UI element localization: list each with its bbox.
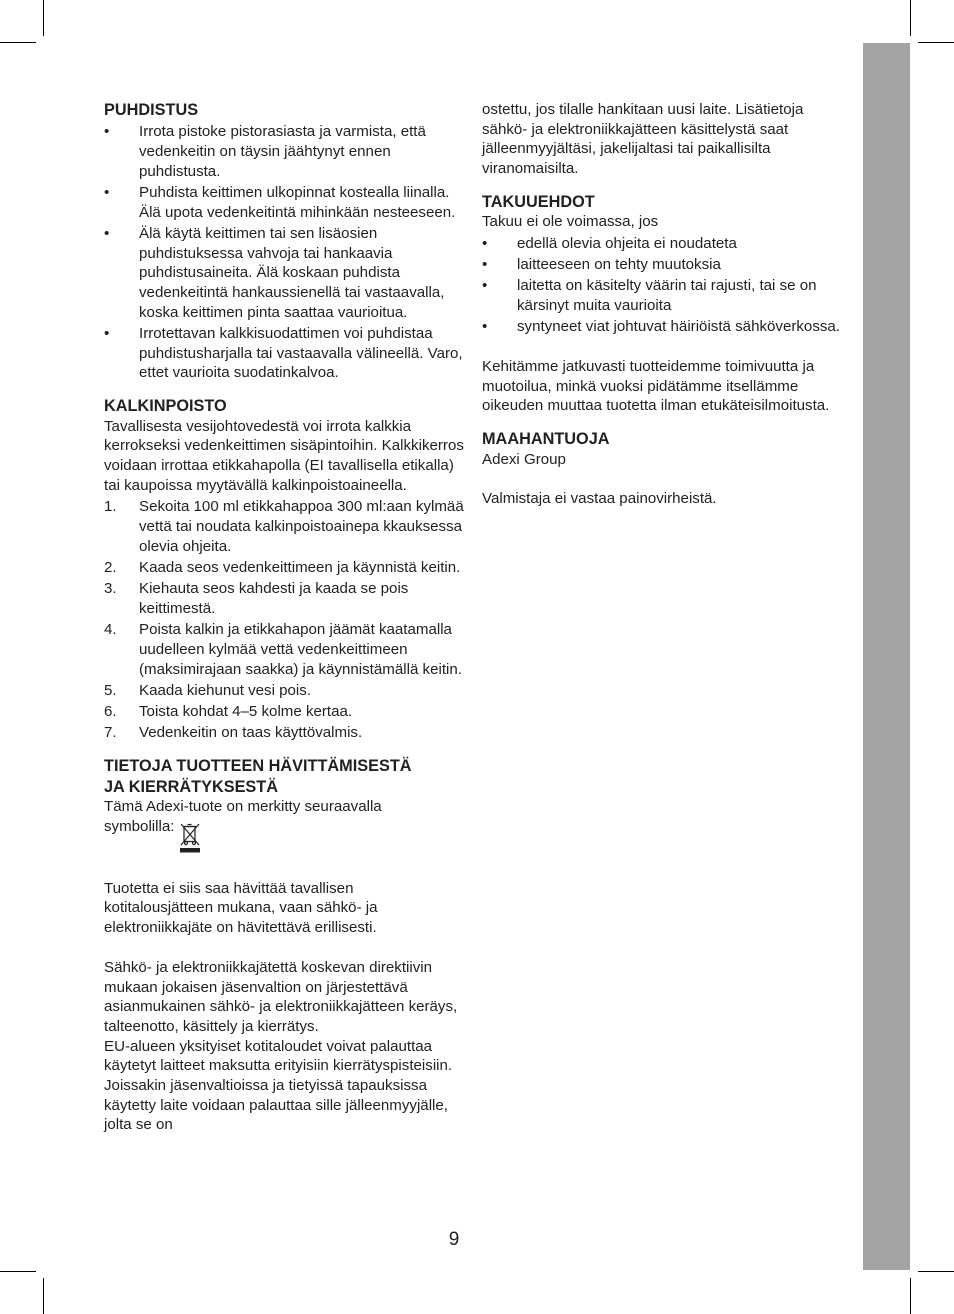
warranty-list [482, 234, 842, 337]
heading-line: JA KIERRÄTYKSESTÄ [104, 777, 278, 796]
disclaimer: Valmistaja ei vastaa painovirheistä. [482, 490, 717, 508]
list-item-text: Kaada kiehunut vesi pois. [139, 681, 312, 699]
section-heading: MAAHANTUOJA [482, 430, 610, 449]
list-item [104, 122, 466, 181]
list-item-text: Kiehauta seos kahdesti ja kaada se pois keittimestä. [139, 580, 409, 617]
paragraph: EU-alueen yksityiset kotitaloudet voivat palauttaa käytetyt laitteet maksutta erityisiin kierrätyspisteisiin. Joissakin jäsenvaltioissa ja tietyissä tapauksissa käytetty laite voidaan palauttaa sille jälleenmyyjälle, jolta se on [104, 1037, 453, 1134]
list-item-text: Irrotettavan kalkkisuodattimen voi puhdistaa puhdistusharjalla tai vastaavalla välineellä. Varo, ettet vaurioita suodatinkalvoa. [139, 325, 463, 382]
list-item [104, 681, 466, 701]
list-item-text: syntyneet viat johtuvat häiriöistä sähköverkossa. [517, 318, 841, 336]
crop-mark [43, 1278, 44, 1314]
bullet: • [482, 318, 488, 336]
list-item-text: Puhdista keittimen ulkopinnat kostealla liinalla. Älä upota vedenkeitintä mihinkään nesteeseen. [139, 183, 456, 221]
spacer [104, 938, 466, 958]
paragraph: ostettu, jos tilalle hankitaan uusi laite. Lisätietoja sähkö- ja elektroniikkajätteen käsittelystä saat jälleenmyyjältäsi, jakelijaltasi tai paikallisilta viranomaisilta. [482, 101, 804, 178]
side-tab [863, 43, 910, 1270]
step-number: 7. [104, 724, 117, 742]
cleaning-list [104, 122, 466, 383]
crop-mark [0, 1271, 36, 1272]
right-column [482, 100, 842, 509]
descaling-steps [104, 497, 466, 743]
list-item [482, 276, 842, 315]
intro-line: Tämä Adexi-tuote on merkitty seuraavalla [104, 798, 382, 816]
list-item-text: Sekoita 100 ml etikkahappoa 300 ml:aan kylmää vettä tai noudata kalkinpoistoainepa kkauksessa olevia ohjeita. [139, 498, 464, 555]
bullet: • [482, 234, 488, 252]
importer-name: Adexi Group [482, 450, 566, 468]
crop-mark [918, 42, 954, 43]
step-number: 1. [104, 498, 117, 516]
section-maahantuoja [482, 429, 842, 509]
list-item-text: laitetta on käsitelty väärin tai rajusti, tai se on kärsinyt muita vaurioita [517, 277, 817, 314]
spacer [482, 469, 842, 489]
list-item-text: edellä olevia ohjeita ei noudateta [517, 234, 737, 252]
section-heading: KALKINPOISTO [104, 397, 227, 416]
bullet: • [482, 256, 488, 273]
list-item [104, 702, 466, 722]
list-item [482, 317, 842, 337]
step-number: 6. [104, 703, 117, 721]
list-item-text: Kaada seos vedenkeittimeen ja käynnistä keitin. [139, 558, 461, 576]
crop-mark [43, 0, 44, 36]
list-item [104, 183, 466, 222]
list-item [104, 579, 466, 618]
bullet: • [482, 277, 488, 295]
crop-mark [918, 1271, 954, 1272]
intro-line: symbolilla: [104, 818, 175, 835]
list-item [104, 224, 466, 323]
paragraph: Tuotetta ei siis saa hävittää tavallisen kotitalousjätteen mukana, vaan sähkö- ja elektroniikkajäte on hävitettävä erillisesti. [104, 879, 378, 937]
list-item-text: laitteeseen on tehty muutoksia [517, 256, 721, 273]
step-number: 2. [104, 558, 117, 576]
paragraph: Kehitämme jatkuvasti tuotteidemme toimivuutta ja muotoilua, minkä vuoksi pidätämme itsellämme oikeuden muuttaa tuotetta ilman etukäteisilmoitusta. [482, 358, 830, 415]
step-number: 5. [104, 681, 117, 699]
step-number: 4. [104, 621, 117, 639]
page-number: 9 [448, 1229, 460, 1250]
bullet: • [104, 183, 110, 201]
list-item-text: Toista kohdat 4–5 kolme kertaa. [139, 703, 353, 721]
list-item [104, 324, 466, 383]
paragraph: Takuu ei ole voimassa, jos [482, 213, 659, 231]
list-item [482, 255, 842, 275]
bullet: • [104, 224, 110, 242]
section-heading: TAKUUEHDOT [482, 192, 595, 211]
spacer [104, 859, 466, 879]
list-item [104, 558, 466, 578]
list-item [482, 234, 842, 254]
section-tietoja [104, 756, 466, 1135]
left-column [104, 100, 466, 1135]
crop-mark [910, 0, 911, 36]
paragraph: Tavallisesta vesijohtovedestä voi irrota kalkkia kerrokseksi vedenkeittimen sisäpintoihin. Kalkkikerros voidaan irrottaa etikkahapolla (EI tavallisella etikalla) tai kaupoissa myytävällä kalkinpoistoaineella. [104, 417, 464, 494]
list-item-text: Poista kalkin ja etikkahapon jäämät kaatamalla uudelleen kylmää vettä vedenkeittimeen (maksimirajaan saakka) ja käynnistämällä keitin. [139, 621, 462, 678]
crop-mark [0, 42, 36, 43]
list-item [104, 497, 466, 556]
list-item-text: Älä käytä keittimen tai sen lisäosien puhdistuksessa vahvoja tai hankaavia puhdistusaineita. Älä koskaan puhdista vedenkeitintä hankaussienellä tai vastaavalla, koska keittimen pinta saattaa vaurioitua. [139, 224, 445, 321]
crop-mark [910, 1278, 911, 1314]
list-item [104, 723, 466, 743]
section-puhdistus [104, 100, 466, 383]
section-heading [104, 756, 466, 797]
crossed-out-wheeled-bin-icon [179, 823, 201, 859]
bullet: • [104, 325, 110, 342]
paragraph: Sähkö- ja elektroniikkajätettä koskevan direktiivin mukaan jokaisen jäsenvaltion on järjestettävä asianmukainen sähkö- ja elektroniikkajätteen keräys, talteenotto, käsittely ja kierrätys. [104, 958, 458, 1035]
section-heading: PUHDISTUS [104, 101, 199, 119]
step-number: 3. [104, 580, 117, 598]
list-item-text: Irrota pistoke pistorasiasta ja varmista, että vedenkeitin on täysin jäähtynyt ennen puhdistusta. [139, 123, 426, 180]
section-takuuehdot [482, 192, 842, 416]
section-kalkinpoisto [104, 396, 466, 743]
paragraph [104, 797, 466, 858]
list-item-text: Vedenkeitin on taas käyttövalmis. [139, 724, 363, 742]
spacer [482, 337, 842, 357]
heading-line: TIETOJA TUOTTEEN HÄVITTÄMISESTÄ [104, 757, 412, 776]
bullet: • [104, 123, 110, 141]
list-item [104, 620, 466, 679]
